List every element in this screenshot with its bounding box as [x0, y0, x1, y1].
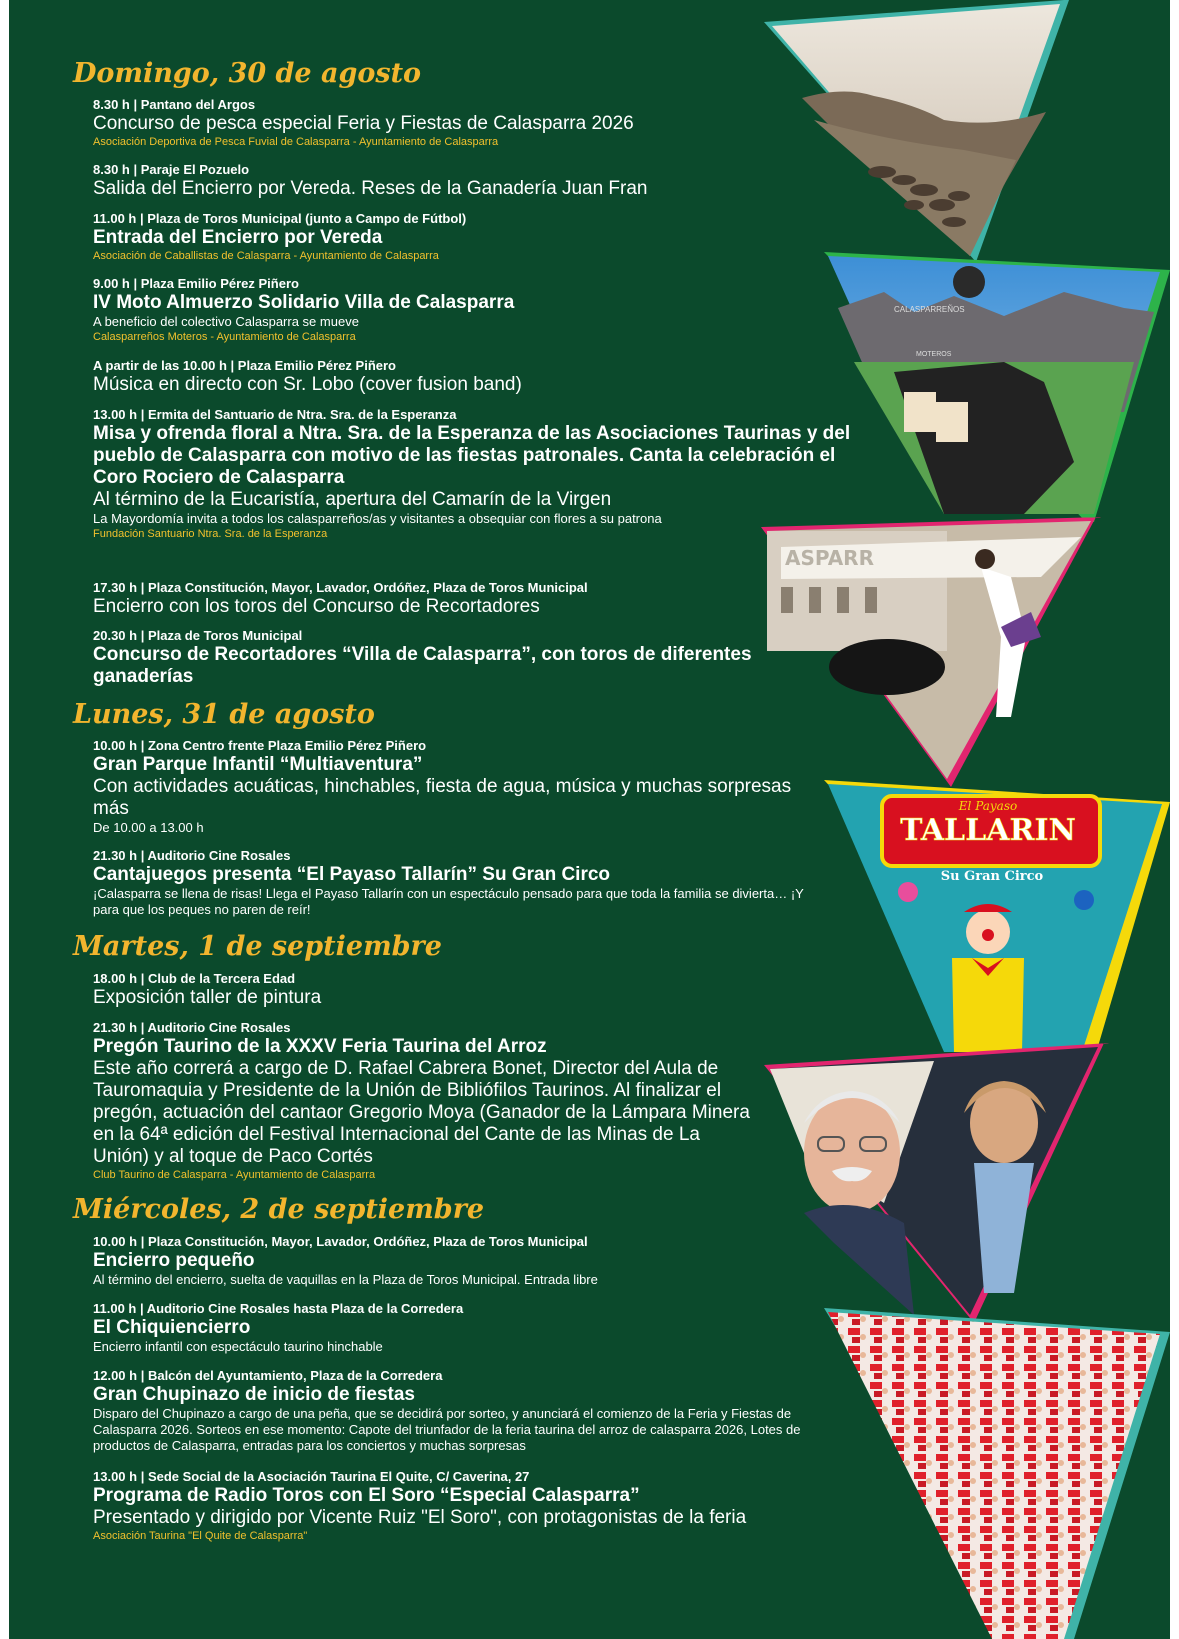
day-heading-lunes: Lunes, 31 de agosto — [73, 699, 375, 730]
event-time-place: 21.30 h | Auditorio Cine Rosales — [93, 1020, 291, 1035]
event-note: De 10.00 a 13.00 h — [93, 820, 204, 835]
event-title: Gran Parque Infantil “Multiaventura” — [93, 754, 423, 775]
event-organizer: Asociación de Caballistas de Calasparra - Ayuntamiento de Calasparra — [93, 250, 439, 262]
event-time-place: 13.00 h | Sede Social de la Asociación Taurina El Quite, C/ Caverina, 27 — [93, 1469, 530, 1484]
event-organizer: Fundación Santuario Ntra. Sra. de la Esperanza — [93, 528, 328, 540]
event-title: Entrada del Encierro por Vereda — [93, 227, 383, 248]
event-title: El Chiquiencierro — [93, 1317, 251, 1338]
event-note: Disparo del Chupinazo a cargo de una peña, que se decidirá por sorteo, y anunciará el comienzo de la Feria y Fiestas de Calasparra 2026. Sorteos en ese momento: Capote del triunfador de la feria taurina del arroz de calasparra 2026, Lotes de productos de Calasparra, entradas para los conciertos y muchas sorpresas — [93, 1406, 801, 1453]
event-time-place: 10.00 h | Zona Centro frente Plaza Emilio Pérez Piñero — [93, 738, 427, 753]
event-description: Este año correrá a cargo de D. Rafael Cabrera Bonet, Director del Aula de Tauromaquia y Presidente de la Unión de Bibliófilos Taurinos. Al finalizar el pregón, actuación del cantaor Gregorio Moya (Ganador de la Lámpara Minera en la 64ª edición del Festival Internacional del Cante de las Minas de La Unión) y al toque de Paco Cortés — [93, 1058, 750, 1167]
event-title: Gran Chupinazo de inicio de fiestas — [93, 1384, 415, 1405]
moteros-bottom-text: MOTEROS — [916, 351, 952, 358]
event-time-place: 21.30 h | Auditorio Cine Rosales — [93, 848, 291, 863]
tallarin-name: TALLARIN — [900, 813, 1076, 848]
event-item — [93, 847, 833, 918]
event-note: Al término del encierro, suelta de vaquillas en la Plaza de Toros Municipal. Entrada libre — [93, 1272, 598, 1287]
event-time-place: 10.00 h | Plaza Constitución, Mayor, Lavador, Ordóñez, Plaza de Toros Municipal — [93, 1234, 588, 1249]
event-item — [93, 737, 813, 836]
event-time-place: 12.00 h | Balcón del Ayuntamiento, Plaza de la Corredera — [93, 1368, 443, 1383]
event-item — [93, 579, 893, 618]
event-title: Programa de Radio Toros con El Soro “Especial Calasparra” — [93, 1485, 640, 1506]
event-time-place: 20.30 h | Plaza de Toros Municipal — [93, 628, 303, 643]
event-item — [93, 96, 893, 149]
event-title: Encierro con los toros del Concurso de Recortadores — [93, 596, 540, 617]
event-time-place: A partir de las 10.00 h | Plaza Emilio Pérez Piñero — [93, 358, 396, 373]
tallarin-sub: Su Gran Circo — [940, 869, 1044, 884]
event-item — [93, 1233, 893, 1288]
poster-page — [9, 0, 1170, 1639]
event-title: Pregón Taurino de la XXXV Feria Taurina del Arroz — [93, 1036, 547, 1057]
event-title: Cantajuegos presenta “El Payaso Tallarín” Su Gran Circo — [93, 864, 611, 885]
event-item — [93, 210, 893, 263]
event-title: IV Moto Almuerzo Solidario Villa de Calasparra — [93, 292, 515, 313]
event-item — [93, 627, 793, 688]
event-title: Encierro pequeño — [93, 1250, 255, 1271]
event-item — [93, 275, 893, 344]
event-title: Concurso de pesca especial Feria y Fiestas de Calasparra 2026 — [93, 113, 634, 134]
event-time-place: 13.00 h | Ermita del Santuario de Ntra. Sra. de la Esperanza — [93, 407, 457, 422]
event-description: Con actividades acuáticas, hinchables, fiesta de agua, música y muchas sorpresas más — [93, 776, 792, 819]
day-heading-miercoles: Miércoles, 2 de septiembre — [73, 1194, 485, 1225]
event-title: Exposición taller de pintura — [93, 987, 322, 1008]
event-time-place: 8.30 h | Paraje El Pozuelo — [93, 162, 250, 177]
event-item — [93, 406, 883, 541]
event-item — [93, 1300, 893, 1355]
event-organizer: Club Taurino de Calasparra - Ayuntamiento de Calasparra — [93, 1169, 376, 1181]
event-description: Al término de la Eucaristía, apertura del Camarín de la Virgen — [93, 489, 612, 510]
event-time-place: 11.00 h | Auditorio Cine Rosales hasta Plaza de la Corredera — [93, 1301, 464, 1316]
event-item — [93, 1367, 843, 1454]
event-item — [93, 161, 893, 200]
event-time-place: 17.30 h | Plaza Constitución, Mayor, Lavador, Ordóñez, Plaza de Toros Municipal — [93, 580, 588, 595]
event-description: Presentado y dirigido por Vicente Ruiz "El Soro", con protagonistas de la feria — [93, 1507, 747, 1528]
event-organizer: Asociación Deportiva de Pesca Fuvial de Calasparra - Ayuntamiento de Calasparra — [93, 136, 499, 148]
event-time-place: 8.30 h | Pantano del Argos — [93, 97, 256, 112]
event-title: Música en directo con Sr. Lobo (cover fusion band) — [93, 374, 522, 395]
event-time-place: 11.00 h | Plaza de Toros Municipal (junto a Campo de Fútbol) — [93, 211, 467, 226]
event-time-place: 9.00 h | Plaza Emilio Pérez Piñero — [93, 276, 299, 291]
event-organizer: Asociación Taurina "El Quite de Calasparra" — [93, 1530, 308, 1542]
event-note: ¡Calasparra se llena de risas! Llega el Payaso Tallarín con un espectáculo pensado para que toda la familia se divierta… ¡Y para que los peques no paren de reír! — [93, 886, 804, 917]
event-note: La Mayordomía invita a todos los calasparreños/as y visitantes a obsequiar con flores a su patrona — [93, 511, 662, 526]
event-time-place: 18.00 h | Club de la Tercera Edad — [93, 971, 296, 986]
event-title: Salida del Encierro por Vereda. Reses de la Ganadería Juan Fran — [93, 178, 648, 199]
event-item — [93, 357, 893, 396]
event-title: Misa y ofrenda floral a Ntra. Sra. de la Esperanza de las Asociaciones Taurinas y del pueblo de Calasparra con motivo de las fiestas patronales. Canta la celebración el Coro Rociero de Calasparra — [93, 423, 851, 488]
event-item — [93, 1019, 753, 1182]
moteros-jacket-text: CALASPARREÑOS — [894, 305, 965, 314]
event-note: Encierro infantil con espectáculo taurino hinchable — [93, 1339, 383, 1354]
event-title: Concurso de Recortadores “Villa de Calasparra”, con toros de diferentes ganaderías — [93, 644, 752, 687]
event-organizer: Calasparreños Moteros - Ayuntamiento de Calasparra — [93, 331, 356, 343]
tallarin-brand: El Payaso — [958, 799, 1018, 813]
day-heading-martes: Martes, 1 de septiembre — [73, 931, 442, 962]
day-heading-domingo: Domingo, 30 de agosto — [73, 58, 422, 89]
event-item — [93, 970, 893, 1009]
event-note: A beneficio del colectivo Calasparra se mueve — [93, 314, 359, 329]
svg-text:ASPARR: ASPARR — [785, 546, 874, 570]
event-item — [93, 1468, 813, 1543]
